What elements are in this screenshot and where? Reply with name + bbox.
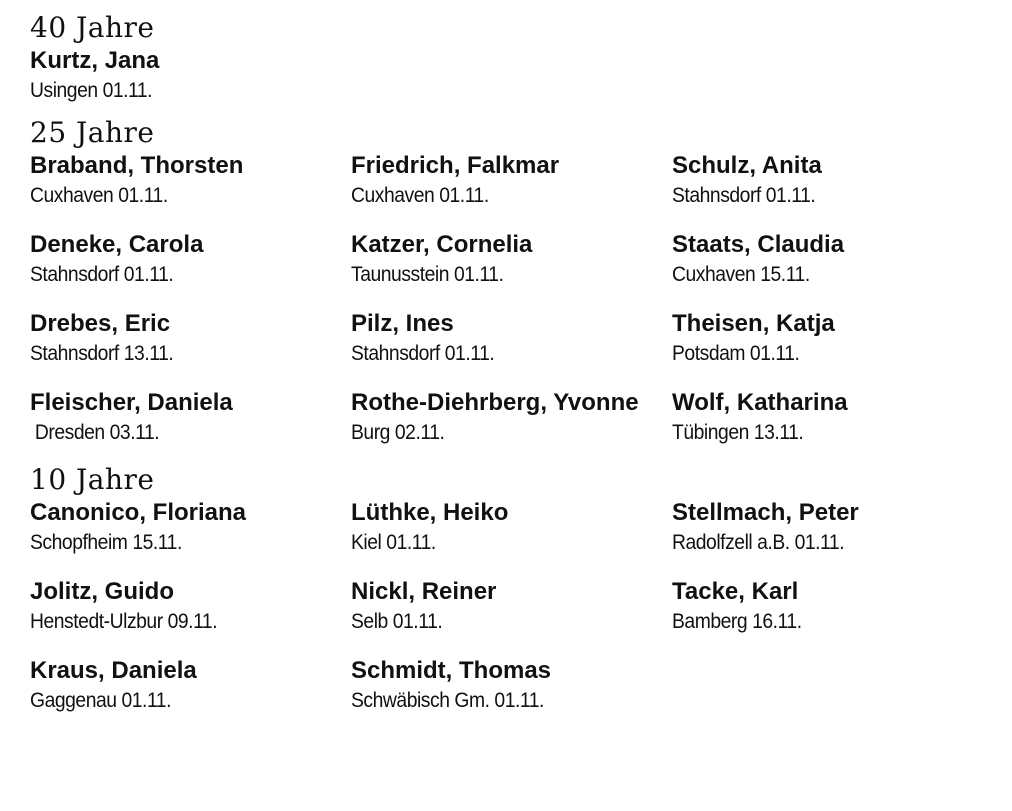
list-item (30, 498, 351, 577)
person-location-date: Stahnsdorf 01.11. (672, 184, 816, 207)
person-location-date: Usingen 01.11. (30, 79, 153, 102)
person-location-date: Bamberg 16.11. (672, 610, 802, 633)
person-name: Wolf, Katharina (672, 389, 848, 416)
person-name: Schmidt, Thomas (351, 657, 552, 684)
person-name: Jolitz, Guido (30, 578, 174, 605)
person-location-date: Stahnsdorf 01.11. (30, 263, 174, 286)
person-name: Nickl, Reiner (351, 578, 497, 605)
person-name: Drebes, Eric (30, 310, 171, 337)
list-item (672, 498, 993, 577)
person-name: Deneke, Carola (30, 231, 204, 258)
list-item (351, 498, 672, 577)
person-name: Friedrich, Falkmar (351, 152, 560, 179)
list-item (672, 151, 993, 230)
person-location-date: Dresden 03.11. (30, 421, 160, 444)
person-name: Braband, Thorsten (30, 152, 244, 179)
person-location-date: Burg 02.11. (351, 421, 445, 444)
list-item (672, 309, 993, 388)
person-name: Rothe-Diehrberg, Yvonne (351, 389, 639, 416)
person-location-date: Stahnsdorf 13.11. (30, 342, 174, 365)
person-location-date: Potsdam 01.11. (672, 342, 800, 365)
list-item (351, 309, 672, 388)
person-name: Schulz, Anita (672, 152, 822, 179)
section-title: 10 Jahre (30, 463, 155, 496)
person-name: Lüthke, Heiko (351, 499, 509, 526)
person-name: Pilz, Ines (351, 310, 454, 337)
list-item (30, 577, 351, 656)
list-item (351, 230, 672, 309)
person-location-date: Tübingen 13.11. (672, 421, 804, 444)
entry-grid (30, 151, 1000, 448)
person-name: Theisen, Katja (672, 310, 835, 337)
person-location-date: Gaggenau 01.11. (30, 689, 172, 712)
person-name: Katzer, Cornelia (351, 231, 533, 258)
list-item (672, 230, 993, 309)
person-location-date: Cuxhaven 01.11. (30, 184, 168, 207)
list-item (351, 151, 672, 230)
list-item (672, 388, 993, 448)
list-item (672, 577, 993, 656)
person-location-date: Cuxhaven 01.11. (351, 184, 489, 207)
person-location-date: Radolfzell a.B. 01.11. (672, 531, 845, 554)
person-name: Fleischer, Daniela (30, 389, 233, 416)
list-item (30, 656, 351, 735)
section-title: 25 Jahre (30, 116, 155, 149)
person-location-date: Selb 01.11. (351, 610, 443, 633)
anniversary-list (30, 10, 1000, 735)
section-40-jahre (30, 10, 1000, 101)
person-name: Kurtz, Jana (30, 47, 160, 74)
person-location-date: Cuxhaven 15.11. (672, 263, 810, 286)
list-item (30, 309, 351, 388)
list-item (351, 388, 672, 448)
list-item (30, 388, 351, 448)
section-10-jahre (30, 462, 1000, 735)
entry-grid (30, 46, 1000, 101)
person-location-date: Taunusstein 01.11. (351, 263, 504, 286)
person-location-date: Schwäbisch Gm. 01.11. (351, 689, 544, 712)
person-location-date: Henstedt-Ulzbur 09.11. (30, 610, 218, 633)
person-location-date: Kiel 01.11. (351, 531, 436, 554)
list-item (351, 656, 672, 735)
list-item (30, 151, 351, 230)
person-location-date: Stahnsdorf 01.11. (351, 342, 495, 365)
person-location-date: Schopfheim 15.11. (30, 531, 182, 554)
list-item (351, 577, 672, 656)
person-name: Canonico, Floriana (30, 499, 247, 526)
list-item (30, 230, 351, 309)
list-item (30, 46, 351, 101)
section-title: 40 Jahre (30, 11, 155, 44)
person-name: Tacke, Karl (672, 578, 799, 605)
section-25-jahre (30, 115, 1000, 448)
person-name: Kraus, Daniela (30, 657, 197, 684)
entry-grid (30, 498, 1000, 735)
person-name: Stellmach, Peter (672, 499, 859, 526)
person-name: Staats, Claudia (672, 231, 845, 258)
